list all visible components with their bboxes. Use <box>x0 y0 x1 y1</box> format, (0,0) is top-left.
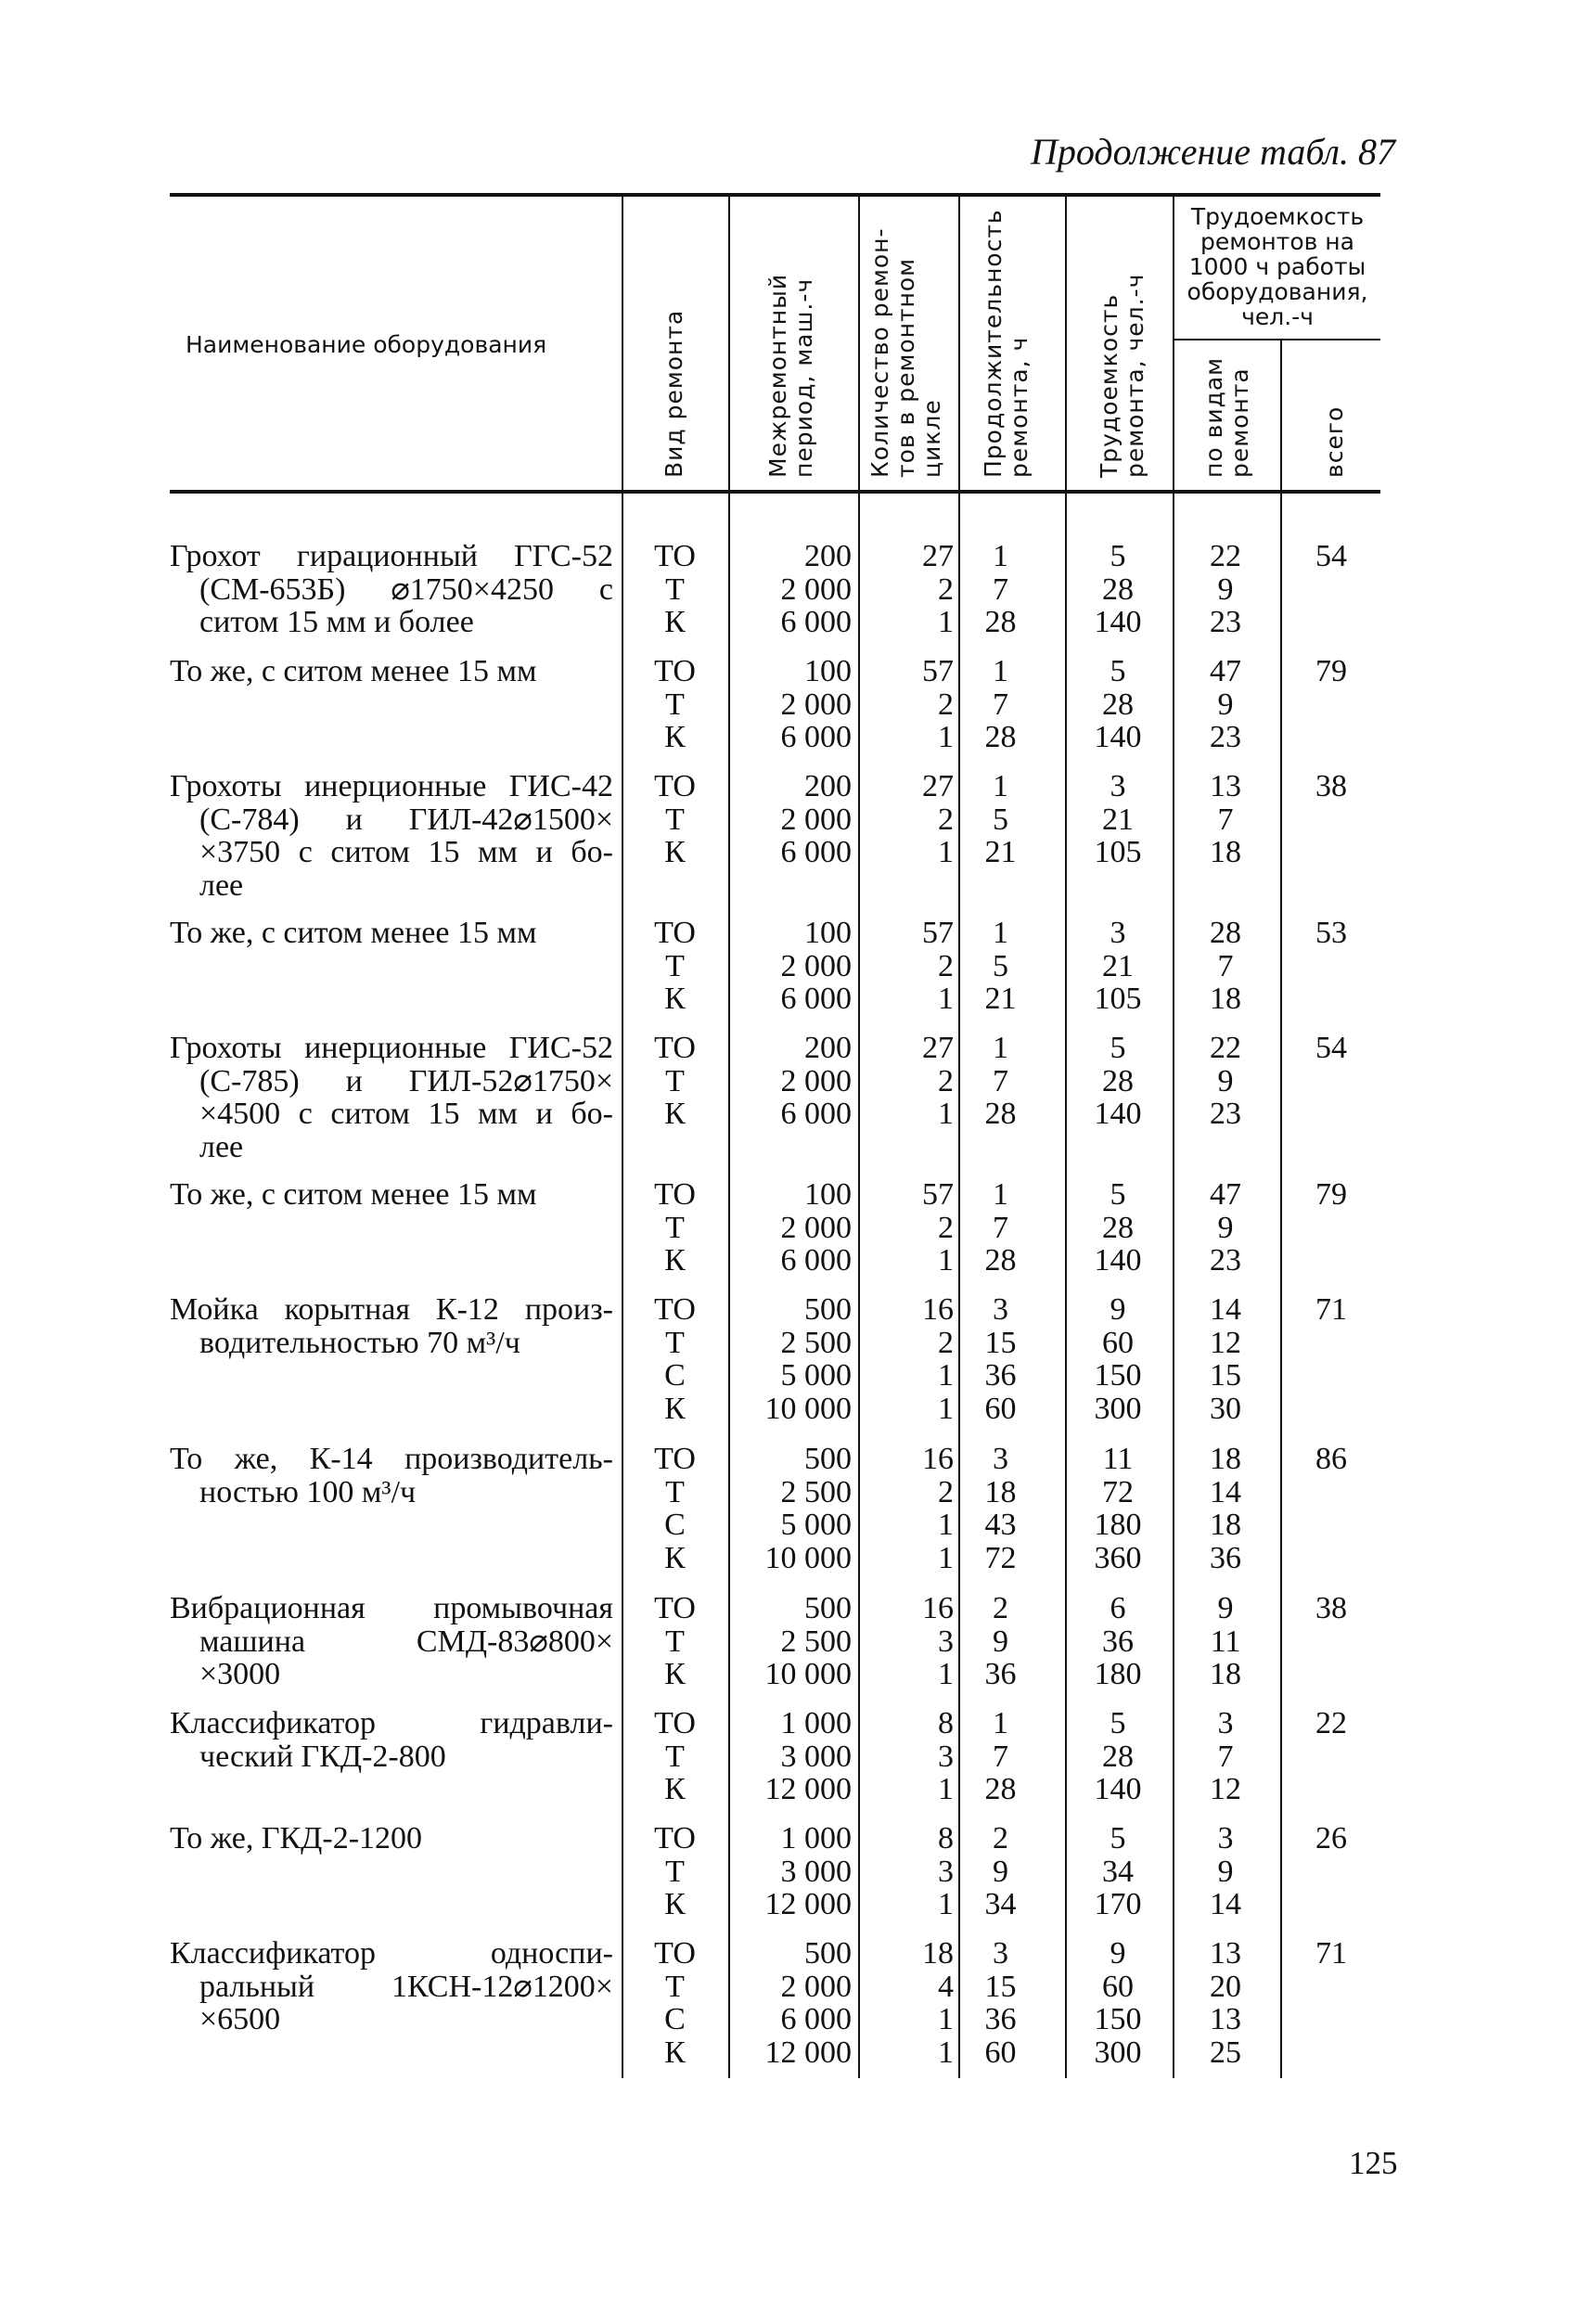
labor-cell: 3 21 105 <box>1094 769 1142 869</box>
equipment-name-line: ×3750 с ситом 15 мм и бо- <box>199 835 613 869</box>
count-cell: 27 2 1 <box>922 769 954 869</box>
by-type-cell: 3 9 14 <box>1210 1821 1241 1921</box>
repair-types-cell: ТО Т К <box>654 654 696 754</box>
equipment-name-line: Вибрационная промывочная <box>170 1591 613 1625</box>
interval-cell: 100 2 000 6 000 <box>780 654 852 754</box>
duration-cell: 3 15 36 60 <box>984 1292 1017 1426</box>
equipment-name-line: Грохоты инерционные ГИС-52 <box>170 1031 613 1065</box>
equipment-name <box>170 1032 613 1163</box>
total-cell: 54 <box>1315 539 1347 573</box>
by-type-cell: 14 12 15 30 <box>1210 1292 1241 1426</box>
header-divider <box>1280 340 1282 490</box>
count-cell: 18 4 1 1 <box>922 1936 954 2070</box>
by-type-cell: 9 11 18 <box>1210 1591 1241 1691</box>
interval-cell: 500 2 000 6 000 12 000 <box>764 1936 852 2070</box>
equipment-name <box>170 1443 613 1509</box>
equipment-name <box>170 655 613 688</box>
labor-cell: 5 28 140 <box>1094 1177 1142 1278</box>
duration-cell: 1 7 28 <box>984 1706 1017 1806</box>
header-count: Количество ремон- тов в ремонтном цикле <box>866 227 945 478</box>
total-cell: 79 <box>1315 654 1347 688</box>
equipment-name-line: лее <box>199 867 244 903</box>
equipment-name-line: водительностью 70 м³/ч <box>199 1325 520 1360</box>
duration-cell: 3 18 43 72 <box>984 1442 1017 1575</box>
header-divider <box>622 197 623 490</box>
interval-cell: 100 2 000 6 000 <box>780 1177 852 1278</box>
total-cell: 22 <box>1315 1706 1347 1740</box>
header-interval: Межремонтный период, маш.-ч <box>764 273 817 478</box>
equipment-name-line: То же, с ситом менее 15 мм <box>170 654 537 688</box>
equipment-name-line: (СМ-653Б) ⌀1750×4250 с <box>199 571 613 607</box>
header-name: Наименование оборудования <box>186 331 547 358</box>
count-cell: 57 2 1 <box>922 1177 954 1278</box>
header-labor: Трудоемкость ремонта, чел.-ч <box>1096 273 1148 478</box>
total-cell: 38 <box>1315 769 1347 803</box>
by-type-cell: 28 7 18 <box>1210 916 1241 1016</box>
interval-cell: 200 2 000 6 000 <box>780 539 852 639</box>
equipment-name-line: То же, ГКД-2-1200 <box>170 1821 423 1855</box>
equipment-name-line: Классификатор односпи- <box>170 1936 613 1971</box>
labor-cell: 5 28 140 <box>1094 1031 1142 1131</box>
by-type-cell: 47 9 23 <box>1210 1177 1241 1278</box>
labor-cell: 5 28 140 <box>1094 654 1142 754</box>
equipment-name <box>170 1822 613 1855</box>
interval-cell: 200 2 000 6 000 <box>780 769 852 869</box>
duration-cell: 3 15 36 60 <box>984 1936 1017 2070</box>
count-cell: 16 2 1 1 <box>922 1292 954 1426</box>
interval-cell: 1 000 3 000 12 000 <box>764 1821 852 1921</box>
labor-cell: 5 34 170 <box>1094 1821 1142 1921</box>
equipment-name-line: лее <box>199 1129 244 1164</box>
equipment-name <box>170 770 613 902</box>
labor-cell: 9 60 150 300 <box>1094 1936 1142 2070</box>
equipment-name-line: ральный 1КСН-12⌀1200× <box>199 1969 613 2004</box>
duration-cell: 1 5 21 <box>984 769 1017 869</box>
equipment-name-line: ностью 100 м³/ч <box>199 1474 417 1509</box>
equipment-name <box>170 1937 613 2036</box>
equipment-name <box>170 1592 613 1691</box>
repair-types-cell: ТО Т К <box>654 916 696 1016</box>
by-type-cell: 22 9 23 <box>1210 539 1241 639</box>
labor-cell: 3 21 105 <box>1094 916 1142 1016</box>
table-caption: Продолжение табл. 87 <box>1030 131 1395 173</box>
header-bottom-rule <box>170 490 1380 494</box>
count-cell: 16 2 1 1 <box>922 1442 954 1575</box>
equipment-name-line: То же, с ситом менее 15 мм <box>170 916 537 950</box>
repair-types-cell: ТО Т С К <box>654 1292 696 1426</box>
equipment-name-line: То же, с ситом менее 15 мм <box>170 1177 537 1212</box>
duration-cell: 1 7 28 <box>984 539 1017 639</box>
equipment-name-line: Грохоты инерционные ГИС-42 <box>170 769 613 803</box>
duration-cell: 1 7 28 <box>984 1177 1017 1278</box>
page-number: 125 <box>1349 2145 1398 2181</box>
count-cell: 57 2 1 <box>922 916 954 1016</box>
interval-cell: 100 2 000 6 000 <box>780 916 852 1016</box>
labor-cell: 5 28 140 <box>1094 1706 1142 1806</box>
top-rule <box>170 193 1380 197</box>
equipment-name-line: Мойка корытная К-12 произ- <box>170 1292 613 1327</box>
repair-types-cell: ТО Т К <box>654 1591 696 1691</box>
count-cell: 57 2 1 <box>922 654 954 754</box>
header-divider <box>728 197 730 490</box>
total-cell: 71 <box>1315 1292 1347 1327</box>
header-labor-per-1000: Трудоемкость ремонтов на 1000 ч работы оборудования, чел.-ч <box>1187 203 1368 330</box>
duration-cell: 1 5 21 <box>984 916 1017 1016</box>
subheader-rule <box>1173 339 1380 340</box>
interval-cell: 500 2 500 5 000 10 000 <box>764 1292 852 1426</box>
total-cell: 86 <box>1315 1442 1347 1476</box>
count-cell: 16 3 1 <box>922 1591 954 1691</box>
total-cell: 71 <box>1315 1936 1347 1971</box>
duration-cell: 1 7 28 <box>984 654 1017 754</box>
count-cell: 8 3 1 <box>938 1706 954 1806</box>
count-cell: 27 2 1 <box>922 1031 954 1131</box>
equipment-name-line: ×6500 <box>199 2002 281 2036</box>
duration-cell: 2 9 34 <box>984 1821 1017 1921</box>
labor-cell: 9 60 150 300 <box>1094 1292 1142 1426</box>
by-type-cell: 13 20 13 25 <box>1210 1936 1241 2070</box>
equipment-name-line: ческий ГКД-2-800 <box>199 1739 446 1774</box>
interval-cell: 1 000 3 000 12 000 <box>764 1706 852 1806</box>
equipment-name <box>170 1178 613 1212</box>
interval-cell: 500 2 500 5 000 10 000 <box>764 1442 852 1575</box>
repair-types-cell: ТО Т К <box>654 1706 696 1806</box>
header-total: всего <box>1321 405 1348 478</box>
labor-cell: 5 28 140 <box>1094 539 1142 639</box>
by-type-cell: 18 14 18 36 <box>1210 1442 1241 1575</box>
repair-types-cell: ТО Т С К <box>654 1442 696 1575</box>
header-repair-type: Вид ремонта <box>661 309 687 478</box>
by-type-cell: 13 7 18 <box>1210 769 1241 869</box>
equipment-name-line: То же, К-14 производитель- <box>170 1442 613 1476</box>
equipment-name <box>170 1707 613 1773</box>
by-type-cell: 22 9 23 <box>1210 1031 1241 1131</box>
equipment-name <box>170 540 613 639</box>
repair-types-cell: ТО Т С К <box>654 1936 696 2070</box>
body-divider <box>622 494 623 2078</box>
equipment-name <box>170 1293 613 1359</box>
repair-types-cell: ТО Т К <box>654 539 696 639</box>
header-duration: Продолжительность ремонта, ч <box>980 209 1033 478</box>
header-by-type: по видам ремонта <box>1200 356 1253 478</box>
equipment-name-line: ×4500 с ситом 15 мм и бо- <box>199 1097 613 1131</box>
equipment-name-line: ×3000 <box>199 1657 281 1691</box>
repair-types-cell: ТО Т К <box>654 1177 696 1278</box>
duration-cell: 1 7 28 <box>984 1031 1017 1131</box>
by-type-cell: 47 9 23 <box>1210 654 1241 754</box>
repair-types-cell: ТО Т К <box>654 1031 696 1131</box>
equipment-name-line: машина СМД-83⌀800× <box>199 1624 613 1659</box>
repair-types-cell: ТО Т К <box>654 769 696 869</box>
header-divider <box>958 197 960 490</box>
total-cell: 54 <box>1315 1031 1347 1065</box>
duration-cell: 2 9 36 <box>984 1591 1017 1691</box>
interval-cell: 200 2 000 6 000 <box>780 1031 852 1131</box>
total-cell: 53 <box>1315 916 1347 950</box>
total-cell: 38 <box>1315 1591 1347 1625</box>
header-divider <box>1065 197 1067 490</box>
by-type-cell: 3 7 12 <box>1210 1706 1241 1806</box>
total-cell: 26 <box>1315 1821 1347 1855</box>
equipment-name-line: ситом 15 мм и более <box>199 605 474 639</box>
labor-cell: 6 36 180 <box>1094 1591 1142 1691</box>
interval-cell: 500 2 500 10 000 <box>764 1591 852 1691</box>
equipment-name-line: (С-784) и ГИЛ-42⌀1500× <box>199 802 613 837</box>
total-cell: 79 <box>1315 1177 1347 1212</box>
header-divider <box>858 197 860 490</box>
labor-cell: 11 72 180 360 <box>1094 1442 1142 1575</box>
equipment-name-line: Классификатор гидравли- <box>170 1706 613 1740</box>
equipment-name-line: (С-785) и ГИЛ-52⌀1750× <box>199 1063 613 1098</box>
count-cell: 27 2 1 <box>922 539 954 639</box>
count-cell: 8 3 1 <box>938 1821 954 1921</box>
equipment-name-line: Грохот гирационный ГГС-52 <box>170 539 613 573</box>
repair-types-cell: ТО Т К <box>654 1821 696 1921</box>
equipment-name <box>170 917 613 950</box>
